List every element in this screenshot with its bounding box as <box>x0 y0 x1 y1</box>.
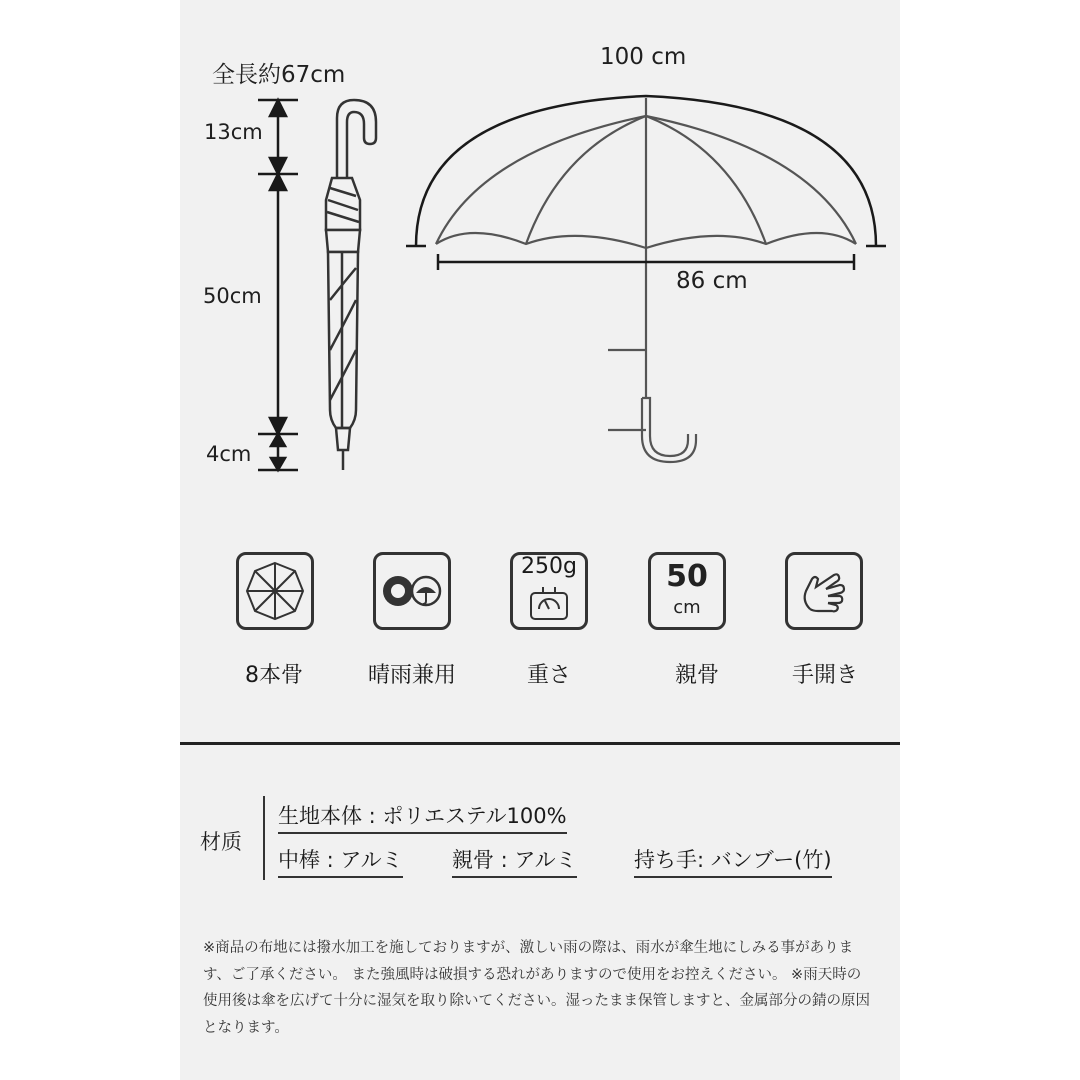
feature-label-rib: 親骨 <box>674 663 719 688</box>
closed-umbrella-drawing <box>326 100 376 470</box>
care-note: ※商品の布地には撥水加工を施しておりますが、激しい雨の際は、雨水が傘生地にしみる事があります、ご了承ください。 また強風時は破損する恐れがありますので使用をお控えください。 ※雨天時の使用後は傘を広げて十分に湿気を取り除いてください。湿ったまま保管しますと、金属部分の錆の原因となります。 <box>203 940 870 1036</box>
total-length-label: 全長約67cm <box>212 62 346 88</box>
umbrella-diagrams <box>180 0 900 520</box>
material-rib: 親骨 : アルミ <box>452 844 577 878</box>
handle-length-label: 13cm <box>204 120 263 144</box>
rib-length-icon <box>648 552 726 630</box>
weight-badge: 250g <box>521 554 577 579</box>
feature-label-weight: 重さ <box>526 663 571 688</box>
materials-heading: 材质 <box>200 830 242 854</box>
diameter-label: 86 cm <box>676 268 748 294</box>
tip-length-label: 4cm <box>206 442 252 466</box>
section-divider <box>180 742 900 745</box>
feature-label-sun-rain: 晴雨兼用 <box>367 663 456 688</box>
hand-open-icon <box>785 552 863 630</box>
material-handle: 持ち手: バンブー(竹) <box>634 844 832 878</box>
open-umbrella-drawing <box>436 98 856 462</box>
length-dimension-arrows <box>258 100 298 470</box>
sun-and-rain-icon <box>373 552 451 630</box>
rib-length-unit: cm <box>673 597 701 618</box>
span-label: 100 cm <box>600 44 687 70</box>
material-fabric: 生地本体 : ポリエステル100% <box>278 800 567 834</box>
shaft-length-label: 50cm <box>203 284 262 308</box>
eight-rib-umbrella-icon <box>236 552 314 630</box>
feature-label-ribs: 8本骨 <box>245 663 303 688</box>
scale-icon <box>510 552 588 630</box>
materials-bracket <box>263 796 265 880</box>
feature-label-hand-open: 手開き <box>791 663 858 688</box>
material-shaft: 中棒 : アルミ <box>278 844 403 878</box>
rib-length-value: 50 <box>666 559 708 594</box>
